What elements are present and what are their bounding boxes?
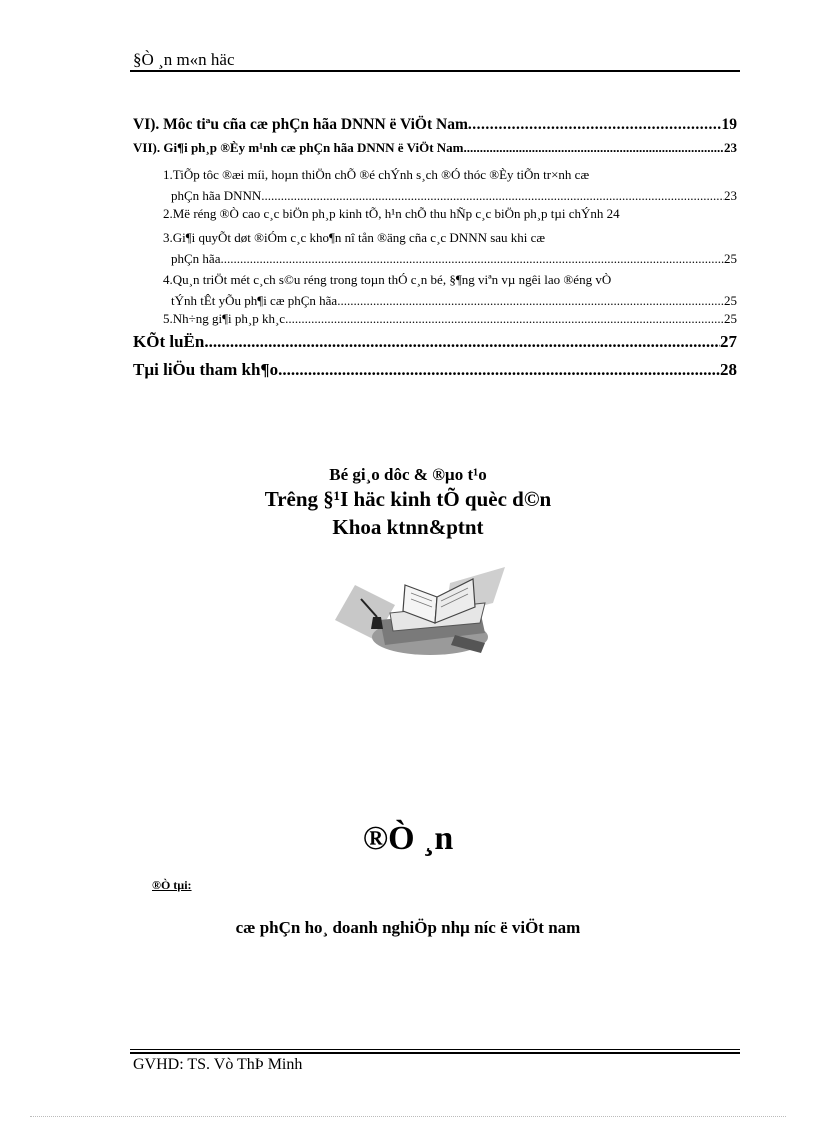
- toc-page-number: 19: [721, 116, 737, 133]
- document-title: ®Ò ¸n: [362, 820, 454, 857]
- supervisor-footer: GVHD: TS. Vò ThÞ Minh: [133, 1056, 303, 1073]
- toc-leader: [337, 290, 724, 311]
- toc-sub-entry-2[interactable]: [133, 206, 737, 227]
- toc-sub-entry-5[interactable]: [133, 311, 737, 332]
- toc-page-number: 23: [724, 140, 737, 155]
- toc-sub-entry-1[interactable]: [133, 164, 737, 206]
- toc-leader: [285, 311, 724, 327]
- toc-page-number: 25: [724, 293, 737, 308]
- toc-entry-title: VI). Môc tiªu cña cæ phÇn hãa DNNN ë ViÖt Nam: [133, 116, 468, 133]
- footer-rule-thick: [130, 1052, 740, 1054]
- header-rule: [130, 70, 740, 72]
- toc-sub-entry-4[interactable]: [133, 269, 737, 311]
- toc-leader: [261, 185, 724, 206]
- toc-entry-title-cont: phÇn hãa DNNN: [171, 188, 262, 203]
- toc-entry-conclusion[interactable]: [133, 332, 737, 360]
- toc-entry-title-cont: tÝnh tÊt yÕu ph¶i cæ phÇn hãa: [171, 293, 338, 308]
- toc-page-number: 25: [724, 251, 737, 266]
- toc-entry-title: 4.Qu¸n triÖt mét c¸ch s©u réng trong toµn thÓ c¸n bé, §¶ng viªn vµ ngêi lao ®éng vÒ: [163, 272, 612, 287]
- toc-sub-entry-3[interactable]: [133, 227, 737, 269]
- running-header: §Ò ¸n m«n häc: [133, 50, 235, 69]
- toc-entry-vi[interactable]: [133, 116, 737, 140]
- toc-page-number: 25: [724, 311, 737, 326]
- toc-entry-references[interactable]: [133, 360, 737, 388]
- toc-leader: [278, 360, 720, 380]
- faculty-name: Khoa ktnn&ptnt: [332, 515, 484, 539]
- topic-label: ®Ò tµi:: [152, 878, 192, 892]
- toc-page-number: 28: [720, 360, 737, 379]
- table-of-contents: [133, 116, 737, 388]
- toc-entry-title: 1.TiÕp tôc ®æi míi, hoµn thiÖn chÕ ®é chÝnh s¸ch ®Ó thóc ®Èy tiÕn tr×nh cæ: [163, 167, 590, 182]
- toc-entry-title: 3.Gi¶i quyÕt døt ®iÓm c¸c kho¶n nî tån ®äng cña c¸c DNNN sau khi cæ: [163, 230, 546, 245]
- toc-leader: [220, 248, 724, 269]
- toc-entry-title: 5.Nh÷ng gi¶i ph¸p kh¸c: [163, 311, 286, 326]
- toc-entry-title: 2.Më réng ®Ò cao c¸c biÖn ph¸p kinh tÕ, h¹n chÕ thu hÑp c¸c biÖn ph¸p tµi chÝnh 24: [163, 206, 620, 221]
- university-name: Trêng §¹I häc kinh tÕ quèc d©n: [264, 487, 552, 511]
- toc-leader: [204, 332, 720, 352]
- toc-leader: [468, 116, 722, 134]
- toc-page-number: 27: [720, 332, 737, 351]
- page-bottom-border: [30, 1116, 786, 1117]
- toc-entry-title: Tµi liÖu tham kh¶o: [133, 360, 279, 379]
- footer-rule: [130, 1049, 740, 1050]
- topic-title: cæ phÇn ho¸ doanh nghiÖp nhµ níc ë viÖt nam: [235, 918, 581, 937]
- toc-leader: [464, 140, 724, 156]
- ministry-name: Bé gi¸o dôc & ®µo t¹o: [329, 465, 487, 484]
- toc-page-number: 23: [724, 188, 737, 203]
- toc-entry-vii[interactable]: [133, 140, 737, 164]
- toc-entry-title: VII). Gi¶i ph¸p ®Èy m¹nh cæ phÇn hãa DNNN ë ViÖt Nam: [133, 140, 464, 155]
- toc-entry-title-cont: phÇn hãa: [171, 251, 221, 266]
- books-quill-illustration: [335, 565, 505, 660]
- toc-entry-title: KÕt luËn: [133, 332, 205, 351]
